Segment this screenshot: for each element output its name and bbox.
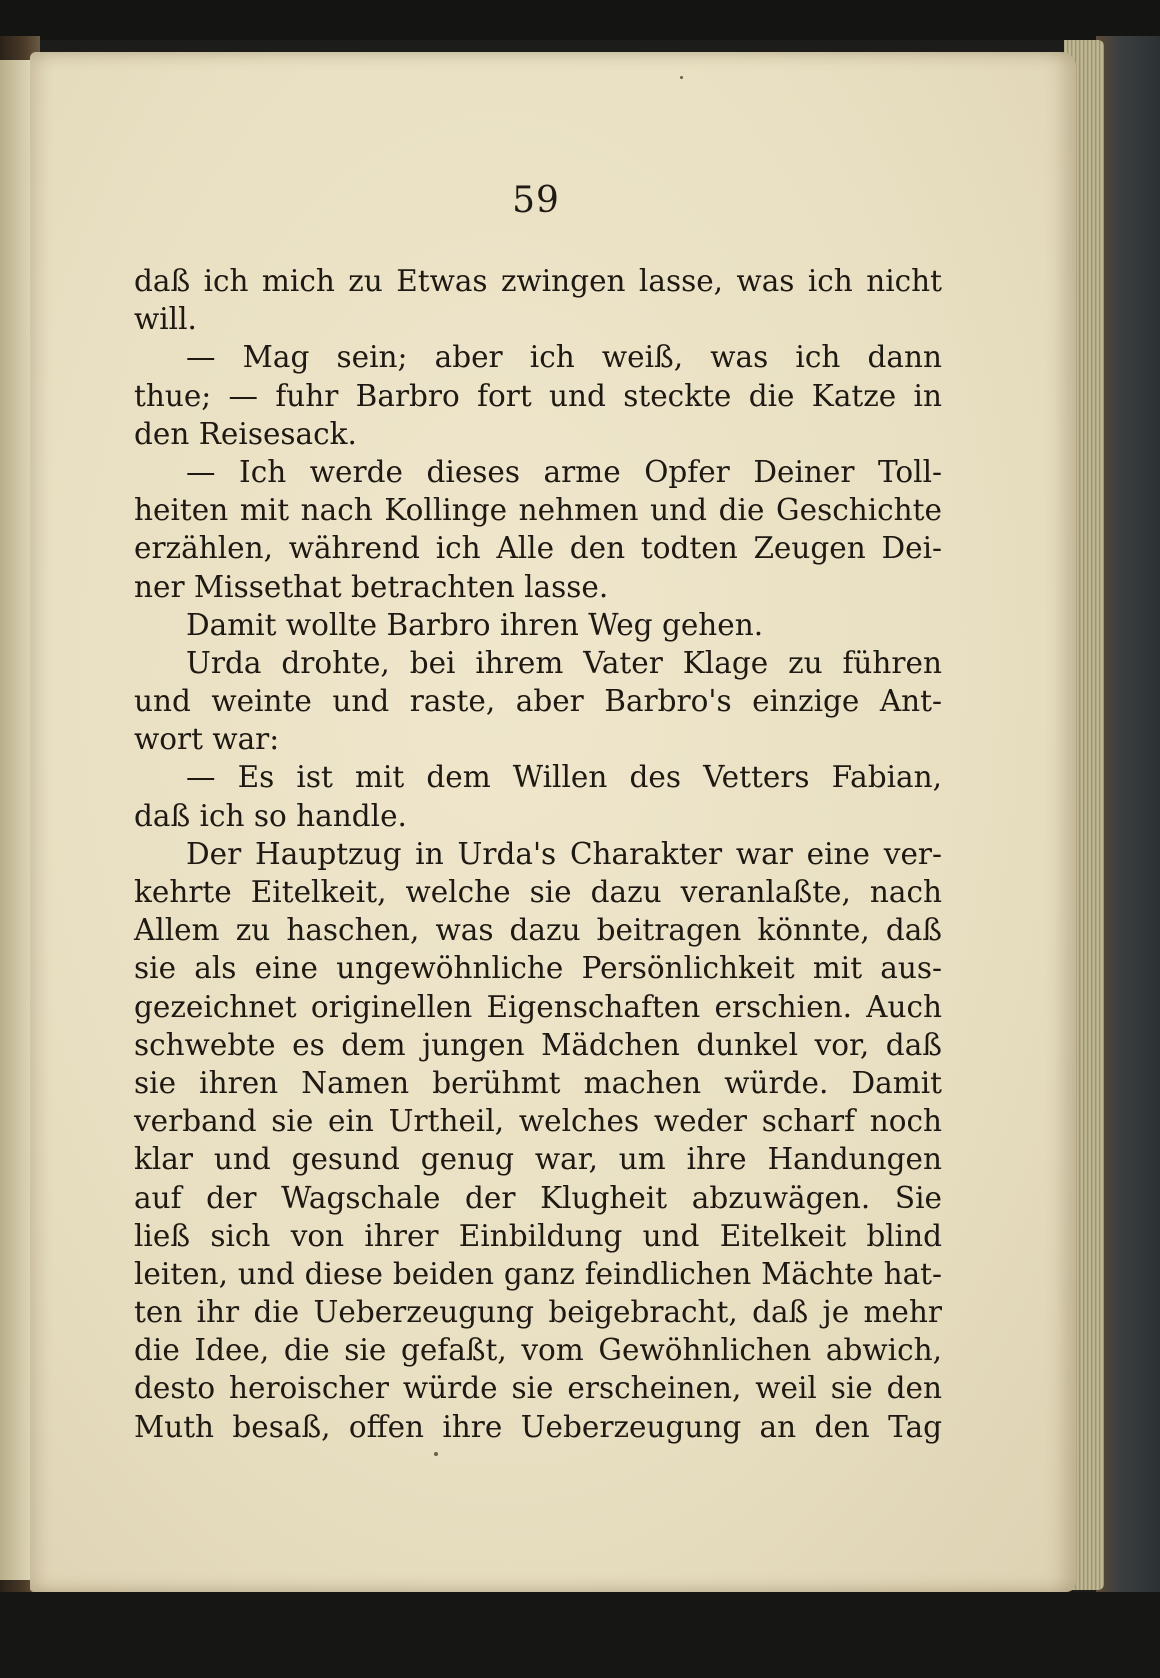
text-line: den Reisesack. (134, 416, 357, 451)
text-line: ner Missethat betrachten lasse. (134, 569, 609, 604)
book-page (30, 52, 1076, 1592)
paper-speck (680, 76, 683, 79)
text-line: und weinte und raste, aber Barbro's einzige Ant- (134, 684, 942, 719)
text-line: thue; — fuhr Barbro fort und steckte die Katze in (134, 378, 942, 413)
text-line: daß ich mich zu Etwas zwingen lasse, was ich nicht (134, 264, 942, 298)
text-line: schwebte es dem jungen Mädchen dunkel vor, daß (134, 1027, 942, 1062)
text-line: will. (134, 302, 197, 337)
body-text (134, 262, 942, 1446)
paper-speck (434, 1452, 438, 1456)
text-line: — Ich werde dieses arme Opfer Deiner Toll- (186, 454, 942, 489)
text-line: gezeichnet originellen Eigenschaften erschien. Auch (134, 989, 942, 1024)
page-number: 59 (512, 180, 560, 221)
text-line: — Mag sein; aber ich weiß, was ich dann (186, 340, 942, 375)
text-line: Muth besaß, offen ihre Ueberzeugung an den Tag (134, 1409, 942, 1444)
text-line: wort war: (134, 722, 280, 757)
backdrop-top (0, 0, 1160, 40)
text-line: ten ihr die Ueberzeugung beigebracht, daß je mehr (134, 1295, 942, 1330)
text-line: leiten, und diese beiden ganz feindlichen Mächte hat- (134, 1256, 942, 1291)
text-line: Damit wollte Barbro ihren Weg gehen. (186, 607, 764, 642)
text-line: erzählen, während ich Alle den todten Zeugen Dei- (134, 531, 942, 566)
text-line: Urda drohte, bei ihrem Vater Klage zu führen (186, 645, 942, 680)
text-line: auf der Wagschale der Klugheit abzuwägen. Sie (134, 1180, 942, 1215)
text-line: klar und gesund genug war, um ihre Handungen (134, 1142, 942, 1177)
text-line: daß ich so handle. (134, 798, 407, 833)
text-line: — Es ist mit dem Willen des Vetters Fabian, (186, 760, 942, 795)
text-line: heiten mit nach Kollinge nehmen und die Geschichte (134, 493, 942, 528)
text-line: Der Hauptzug in Urda's Charakter war eine ver- (186, 836, 942, 871)
text-line: kehrte Eitelkeit, welche sie dazu veranlaßte, nach (134, 875, 942, 909)
text-line: ließ sich von ihrer Einbildung und Eitelkeit blind (134, 1218, 942, 1253)
text-line: sie als eine ungewöhnliche Persönlichkeit mit aus- (134, 951, 942, 986)
text-line: die Idee, die sie gefaßt, vom Gewöhnlichen abwich, (134, 1333, 942, 1368)
text-line: sie ihren Namen berühmt machen würde. Damit (134, 1065, 942, 1100)
text-line: desto heroischer würde sie erscheinen, weil sie den (134, 1371, 942, 1406)
book-cover-right (1096, 36, 1160, 1606)
text-line: Allem zu haschen, was dazu beitragen könnte, daß (134, 913, 942, 948)
backdrop-bottom (0, 1592, 1160, 1678)
text-line: verband sie ein Urtheil, welches weder scharf noch (134, 1104, 942, 1139)
